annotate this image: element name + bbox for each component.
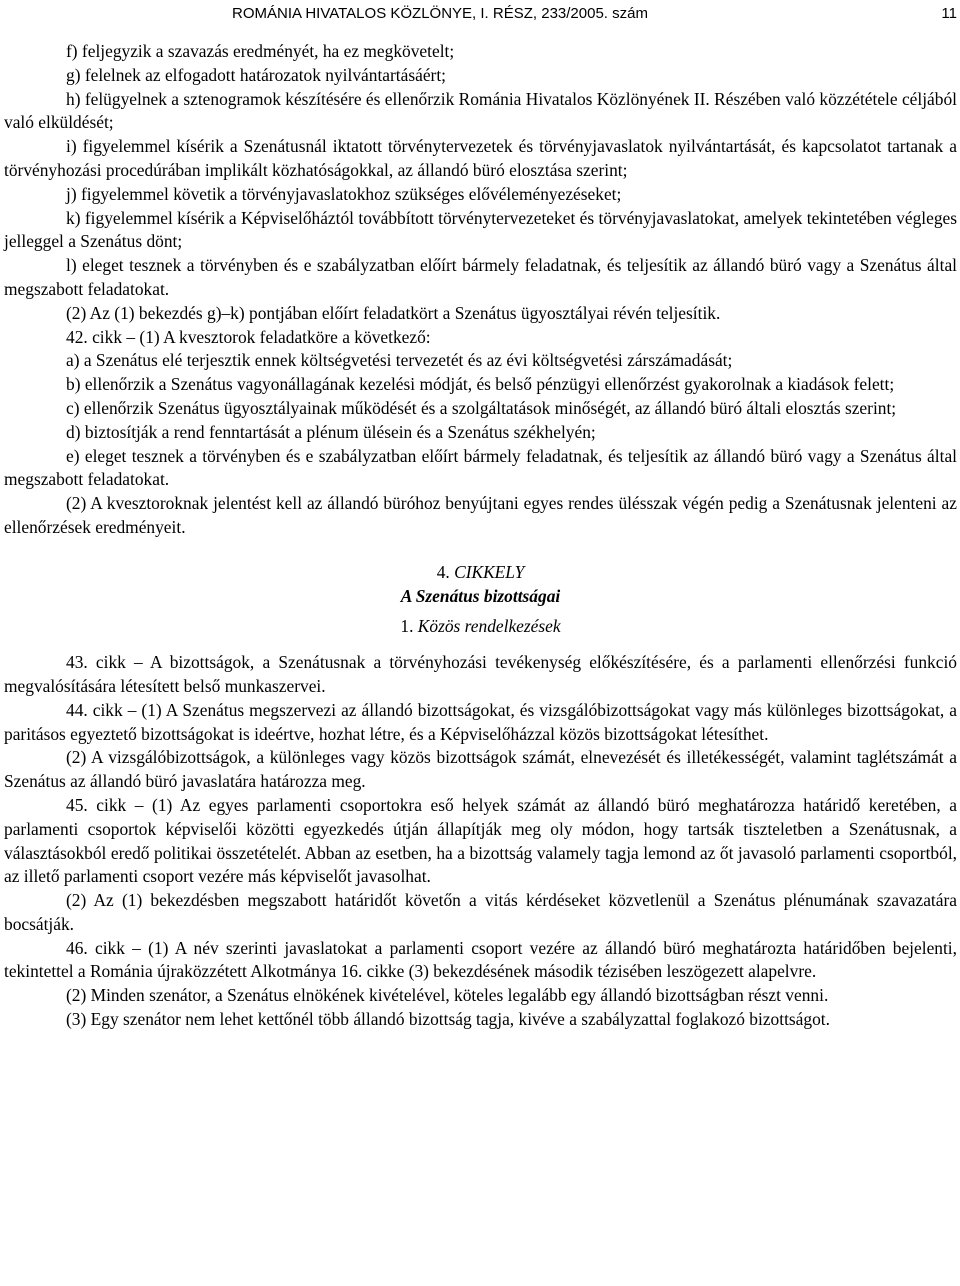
list-item-c: c) ellenőrzik Szenátus ügyosztályainak működését és a szolgáltatások minőségét, az állandó büró általi elosztás szerint; [66,397,897,418]
chapter-word: CIKKELY [454,561,525,582]
list-item-a: a) a Szenátus elé terjesztik ennek költségvetési tervezetét és az évi költségvetési zárszámadását; [66,350,733,371]
subsection-heading [4,615,957,639]
article-43: 43. cikk – A bizottságok, a Szenátusnak a törvényhozási tevékenység előkészítésére, és a parlamenti ellenőrzési funkció megvalósítására létesített belső munkaszervei. [4,652,957,696]
article-46-1: 46. cikk – (1) A név szerinti javaslatokat a parlamenti csoport vezére az állandó büró meghatározta határidőben bejelenti, tekintettel a Románia újraközzétett Alkotmánya 16. cikke (3) bekezdésének második tézisében leszögezett alapelvre. [4,937,957,982]
chapter-heading [4,561,957,585]
article-46-2: (2) Minden szenátor, a Szenátus elnökének kivételével, köteles legalább egy állandó bizottságban részt venni. [66,985,829,1006]
chapter-number: 4. [436,561,450,582]
paragraph-2-quaestors: (2) A kvesztoroknak jelentést kell az állandó büróhoz benyújtani egyes rendes ülésszak végén pedig a Szenátusnak jelenteni az ellenőrzések eredményeit. [4,493,957,537]
article-45-1: 45. cikk – (1) Az egyes parlamenti csoportokra eső helyek számát az állandó büró meghatározza határidő keretében, a parlamenti csoportok képviselői közötti egyezkedés útján állapítják meg oly módon, hogy tartsák tiszteletben a Szenátusnak, a választásokból eredő politikai összetételét. Abban az esetben, ha a bizottság valamely tagja lemond az őt javasoló parlamenti csoportból, az illető parlamenti csoport vezére más képviselőt javasolhat. [4,794,957,887]
article-42-heading: 42. cikk – (1) A kvesztorok feladatköre a következő: [66,326,431,347]
document-body [4,40,957,1032]
list-item-i: i) figyelemmel kísérik a Szenátusnál iktatott törvénytervezetek és törvényjavaslatok nyilvántartását, és kapcsolatot tartanak a törvényhozási procedúrában implikált közhatóságokkal, az állandó büró elosztása szerint; [4,136,957,180]
article-45-2: (2) Az (1) bekezdésben megszabott határidőt követőn a vitás kérdéseket közvetlenül a Szenátus plénumának szavazatára bocsátják. [4,890,957,934]
list-item-j: j) figyelemmel követik a törvényjavaslatokhoz szükséges elővéleményezéseket; [66,183,622,204]
list-item-d: d) biztosítják a rend fenntartását a plénum ülésein és a Szenátus székhelyén; [66,421,596,442]
page-number: 11 [941,5,957,22]
article-46-3: (3) Egy szenátor nem lehet kettőnél több állandó bizottság tagja, kivéve a szabályzattal foglakozó bizottságot. [66,1009,830,1030]
subsection-title: Közös rendelkezések [417,616,561,637]
gazette-title: ROMÁNIA HIVATALOS KÖZLÖNYE, I. RÉSZ, 233/2005. szám [232,5,648,22]
list-item-e: e) eleget tesznek a törvényben és e szabályzatban előírt bármely feladatnak, és teljesítik az állandó büró vagy a Szenátus által megszabott feladatokat. [4,445,957,490]
subsection-number: 1. [400,616,414,637]
list-item-f: f) feljegyzik a szavazás eredményét, ha ez megkövetelt; [66,41,455,61]
article-44-1: 44. cikk – (1) A Szenátus megszervezi az állandó bizottságokat, és vizsgálóbizottságokat vagy más különleges bizottságokat, a paritásos egyeztető bizottságokat is ideértve, hozhat létre, és a Képviselőházzal közös bizottságokat létesíthet. [4,699,957,744]
list-item-k: k) figyelemmel kísérik a Képviselőháztól továbbított törvénytervezeteket és törvényjavaslatokat, amelyek tekintetében végleges jelleggel a Szenátus dönt; [4,207,957,252]
paragraph-2: (2) Az (1) bekezdés g)–k) pontjában előírt feladatkört a Szenátus ügyosztályai révén teljesítik. [66,302,721,323]
article-44-2: (2) A vizsgálóbizottságok, a különleges vagy közös bizottságok számát, elnevezését és illetékességét, valamint taglétszámát a Szenátus az állandó büró javaslatára határozza meg. [4,747,957,792]
list-item-l: l) eleget tesznek a törvényben és e szabályzatban előírt bármely feladatnak, és teljesítik az állandó büró vagy a Szenátus által megszabott feladatokat. [4,255,957,299]
chapter-title: A Szenátus bizottságai [400,585,561,606]
page-header [0,4,957,24]
list-item-h: h) felügyelnek a sztenogramok készítésére és ellenőrzik Románia Hivatalos Közlönyének II. Részében való közzététele céljából való elküldését; [4,88,957,133]
list-item-b: b) ellenőrzik a Szenátus vagyonállagának kezelési módját, és belső pénzügyi ellenőrzést gyakorolnak a kiadások felett; [66,374,895,395]
list-item-g: g) felelnek az elfogadott határozatok nyilvántartásáért; [66,64,446,85]
